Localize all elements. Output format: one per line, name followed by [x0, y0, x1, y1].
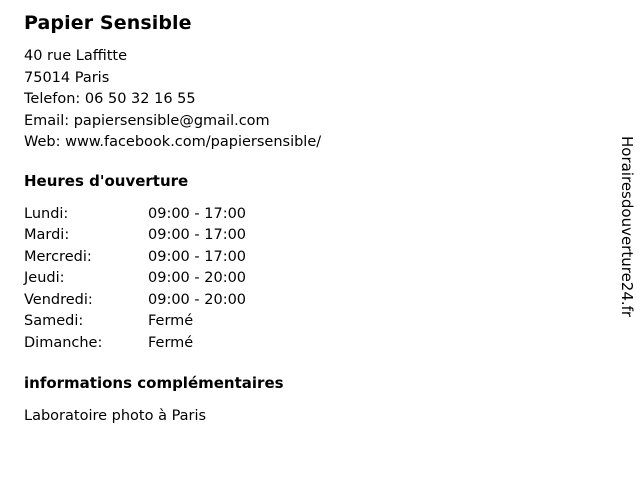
address-line-web: Web: www.facebook.com/papiersensible/ [24, 134, 322, 150]
hours-day-label: Mardi: [24, 227, 70, 243]
table-row [24, 268, 288, 290]
table-row [24, 311, 288, 333]
opening-hours-title: Heures d'ouverture [24, 171, 189, 190]
watermark-label: Horairesdouverture24.fr [618, 136, 636, 318]
hours-day-label: Jeudi: [24, 270, 65, 286]
additional-info-text: Laboratoire photo à Paris [24, 408, 207, 424]
opening-hours-table [24, 204, 288, 355]
hours-day-label: Vendredi: [24, 291, 93, 308]
hours-day-label: Samedi: [24, 313, 84, 329]
hours-time-value: 09:00 - 17:00 [148, 205, 247, 222]
table-row [24, 333, 288, 355]
hours-day-label: Dimanche: [24, 334, 103, 351]
table-row [24, 225, 288, 247]
table-row [24, 204, 288, 226]
page-title: Papier Sensible [24, 12, 192, 34]
address-line-phone: Telefon: 06 50 32 16 55 [24, 91, 196, 107]
hours-time-value: 09:00 - 20:00 [148, 291, 247, 308]
hours-day-label: Lundi: [24, 205, 69, 222]
hours-time-value: 09:00 - 20:00 [148, 270, 247, 286]
hours-time-value: Fermé [148, 334, 194, 351]
table-row [24, 247, 288, 269]
business-info-card [24, 10, 584, 428]
address-line-email: Email: papiersensible@gmail.com [24, 112, 270, 129]
hours-day-label: Mercredi: [24, 248, 92, 265]
hours-time-value: 09:00 - 17:00 [148, 248, 247, 265]
additional-info-title: informations complémentaires [24, 374, 284, 392]
hours-time-value: Fermé [148, 313, 194, 329]
table-row [24, 290, 288, 312]
address-line-city: 75014 Paris [24, 69, 110, 86]
address-line-street: 40 rue Laffitte [24, 48, 128, 64]
hours-time-value: 09:00 - 17:00 [148, 227, 247, 243]
address-block [24, 46, 584, 154]
